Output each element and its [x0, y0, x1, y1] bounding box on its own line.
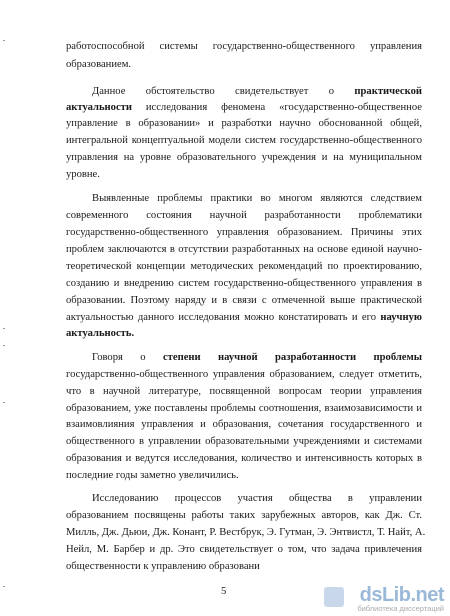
text-segment: Милль, Дж. Дьюи, Дж. Конант, Р. Вестбрук, Э. Гутман, Э. Энтвистл, Т. Найт, А. — [66, 527, 426, 539]
text-line — [66, 560, 422, 573]
scan-mark — [3, 40, 5, 41]
text-segment: Исследованию процессов участия общества в управлении — [92, 493, 422, 505]
watermark-logo: dsLib.net — [359, 584, 444, 606]
text-line — [66, 368, 422, 381]
text-segment: взаимовлияния управления и образования, сочетания государственного и — [66, 419, 422, 431]
text-line — [92, 85, 422, 98]
text-line — [66, 151, 422, 164]
text-segment: образовании. Поэтому наряду и в связи с отмеченной выше практической — [66, 294, 422, 306]
text-line — [66, 543, 422, 556]
text-segment: государственно-общественного управления образованием, следует отметить, — [66, 368, 422, 380]
text-line — [92, 492, 422, 505]
text-line — [66, 168, 422, 181]
text-segment: Говоря о — [92, 351, 163, 363]
watermark-subtitle: библиотека диссертаций — [357, 604, 444, 613]
text-line — [66, 509, 422, 522]
page-number: 5 — [221, 586, 227, 597]
watermark — [324, 584, 444, 614]
text-segment: теоретической концепции методических рекомендаций по проектированию, — [66, 260, 422, 272]
text-segment: уровне. — [66, 169, 100, 181]
scan-mark — [3, 402, 5, 403]
text-segment: Нейл, М. Барбер и др. Это свидетельствует о том, что задача привлечения — [66, 544, 422, 556]
text-segment: последние годы заметно увеличились. — [66, 470, 239, 482]
text-segment: управление в образовании» и разработки научно обоснованной общей, — [66, 118, 422, 130]
text-segment: работоспособной системы государственно-общественного управления — [66, 41, 422, 52]
text-line — [66, 311, 422, 324]
text-segment: исследования феномена «государственно-общественное — [131, 101, 422, 113]
scan-mark — [3, 345, 5, 346]
text-segment: актуальностью данного исследования можно констатировать и его — [66, 311, 381, 323]
text-segment: общественности к управлению образовани — [66, 561, 260, 572]
text-line — [66, 402, 422, 415]
text-segment: образованием, уже поставлены проблемы соотношения, взаимозависимости и — [66, 402, 422, 414]
text-line — [66, 58, 422, 71]
bold-text: научную — [380, 311, 422, 323]
text-line — [66, 243, 422, 256]
text-line — [66, 40, 422, 53]
text-line — [66, 385, 422, 398]
text-line — [66, 452, 422, 465]
watermark-logo-icon — [324, 587, 344, 607]
text-segment: образования и ведутся исследования, количество и интенсивность которых в — [66, 453, 422, 465]
text-segment: современного состояния научной разработанности проблематики — [66, 210, 422, 222]
text-line — [66, 117, 422, 130]
text-segment: образованием. — [66, 58, 132, 70]
text-line — [92, 351, 422, 364]
bold-text: актуальность. — [66, 327, 135, 339]
text-line — [66, 101, 422, 114]
text-segment: образованием посвящены работы таких зарубежных авторов, как Дж. Ст. — [66, 510, 422, 522]
text-segment: проблем заключаются в отсутствии разработанных на основе единой научно- — [66, 244, 422, 255]
text-segment: интегральной концептуальной модели систем государственно-общественного — [66, 135, 422, 147]
scan-mark — [3, 586, 5, 587]
text-segment: что в научной литературе, посвященной вопросам теории управления — [66, 385, 422, 397]
text-line — [66, 469, 422, 482]
text-segment: Выявленные проблемы практики во многом являются следствием — [92, 193, 422, 205]
text-line — [66, 226, 422, 239]
text-line — [92, 192, 422, 205]
text-line — [66, 277, 422, 290]
scan-mark — [3, 328, 5, 329]
text-segment: созданию и внедрению систем государственно-общественного управления в — [66, 277, 422, 289]
text-line — [66, 209, 422, 222]
bold-text: практической — [354, 85, 422, 97]
text-line — [66, 435, 422, 448]
text-segment: общественного в управлении образовательными учреждениями и системами — [66, 436, 422, 448]
text-segment: Данное обстоятельство свидетельствует о — [92, 85, 355, 97]
text-segment: государственно-общественного управления образованием. Причины этих — [66, 227, 422, 239]
text-line — [66, 260, 422, 273]
text-line — [66, 134, 422, 147]
bold-text: актуальности — [66, 101, 132, 113]
text-line — [66, 418, 422, 431]
bold-text: степени научной разработанности проблемы — [162, 351, 422, 363]
text-line — [66, 526, 426, 539]
text-line — [66, 294, 422, 307]
text-segment: управления на уровне образовательного учреждения и на муниципальном — [66, 152, 422, 164]
text-line — [66, 327, 422, 340]
